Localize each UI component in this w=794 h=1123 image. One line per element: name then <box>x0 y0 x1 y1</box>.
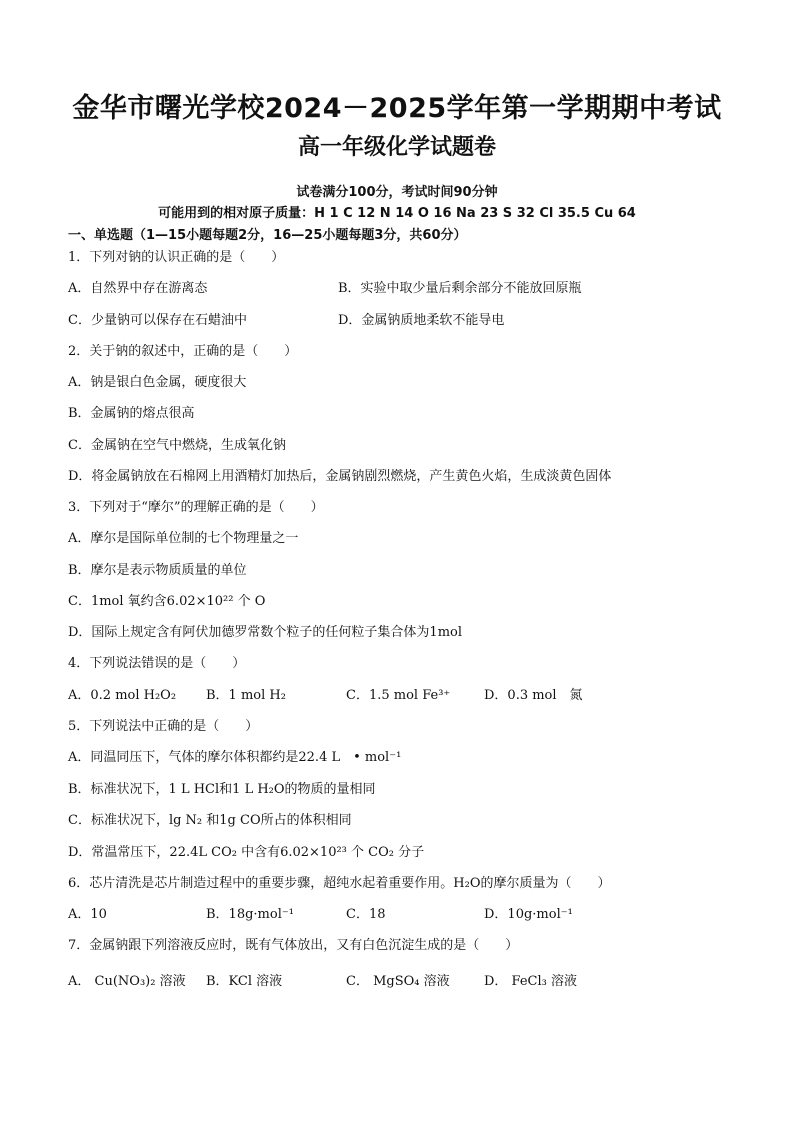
question-stem: 5．下列说法中正确的是（ ） <box>68 719 259 734</box>
question-stem: 4．下列说法错误的是（ ） <box>68 656 246 671</box>
option-a: A．摩尔是国际单位制的七个物理量之一 <box>68 531 299 546</box>
option-a: A．同温同压下，气体的摩尔体积都约是22.4 L • mol⁻¹ <box>68 750 402 765</box>
option-d: D．国际上规定含有阿伏加德罗常数个粒子的任何粒子集合体为1mol <box>68 625 463 640</box>
option-b: B．18g·mol⁻¹ <box>206 907 294 922</box>
question-stem: 3．下列对于“摩尔”的理解正确的是（ ） <box>68 500 324 515</box>
question-stem: 7．金属钠跟下列溶液反应时，既有气体放出，又有白色沉淀生成的是（ ） <box>68 938 519 953</box>
option-c: C．金属钠在空气中燃烧，生成氧化钠 <box>68 438 286 453</box>
option-a: A．10 <box>68 907 107 922</box>
option-c: C． MgSO₄ 溶液 <box>346 974 450 989</box>
option-d: D． FeCl₃ 溶液 <box>484 974 578 989</box>
option-b: B．KCl 溶液 <box>206 974 283 989</box>
question-stem: 1．下列对钠的认识正确的是（ ） <box>68 250 285 265</box>
option-b: B．金属钠的熔点很高 <box>68 406 195 421</box>
option-b: B．标准状况下，1 L HCl和1 L H₂O的物质的量相同 <box>68 782 376 797</box>
question-stem: 6．芯片清洗是芯片制造过程中的重要步骤，超纯水起着重要作用。H₂O的摩尔质量为（ ） <box>68 876 611 891</box>
option-b: B．实验中取少量后剩余部分不能放回原瓶 <box>338 281 582 296</box>
option-d: D．0.3 mol 氮 <box>484 688 583 703</box>
option-a: A．自然界中存在游离态 <box>68 281 208 296</box>
option-d: D．将金属钠放在石棉网上用酒精灯加热后，金属钠剧烈燃烧，产生黄色火焰，生成淡黄色固体 <box>68 469 612 484</box>
option-d: D．常温常压下，22.4L CO₂ 中含有6.02×10²³ 个 CO₂ 分子 <box>68 845 425 860</box>
option-c: C．18 <box>346 907 386 922</box>
option-d: D．10g·mol⁻¹ <box>484 907 573 922</box>
option-a: A． Cu(NO₃)₂ 溶液 <box>68 974 186 989</box>
option-c: C．1.5 mol Fe³⁺ <box>346 688 451 703</box>
option-d: D．金属钠质地柔软不能导电 <box>338 313 505 328</box>
option-c: C．标准状况下，lg N₂ 和1g CO所占的体积相同 <box>68 813 352 828</box>
exam-subtitle: 高一年级化学试题卷 <box>297 135 496 160</box>
exam-title: 金华市曙光学校2024－2025学年第一学期期中考试 <box>72 93 722 124</box>
option-b: B．摩尔是表示物质质量的单位 <box>68 563 247 578</box>
option-a: A．钠是银白色金属，硬度很大 <box>68 375 247 390</box>
exam-info: 试卷满分100分，考试时间90分钟 <box>296 185 498 200</box>
option-a: A．0.2 mol H₂O₂ <box>68 688 177 703</box>
option-c: C．1mol 氧约含6.02×10²² 个 O <box>68 594 266 609</box>
section-heading: 一、单选题（1—15小题每题2分，16—25小题每题3分，共60分） <box>68 228 467 243</box>
question-stem: 2．关于钠的叙述中，正确的是（ ） <box>68 344 298 359</box>
atomic-masses: 可能用到的相对原子质量：H 1 C 12 N 14 O 16 Na 23 S 32 Cl 35.5 Cu 64 <box>158 206 636 221</box>
option-b: B．1 mol H₂ <box>206 688 286 703</box>
option-c: C．少量钠可以保存在石蜡油中 <box>68 313 247 328</box>
